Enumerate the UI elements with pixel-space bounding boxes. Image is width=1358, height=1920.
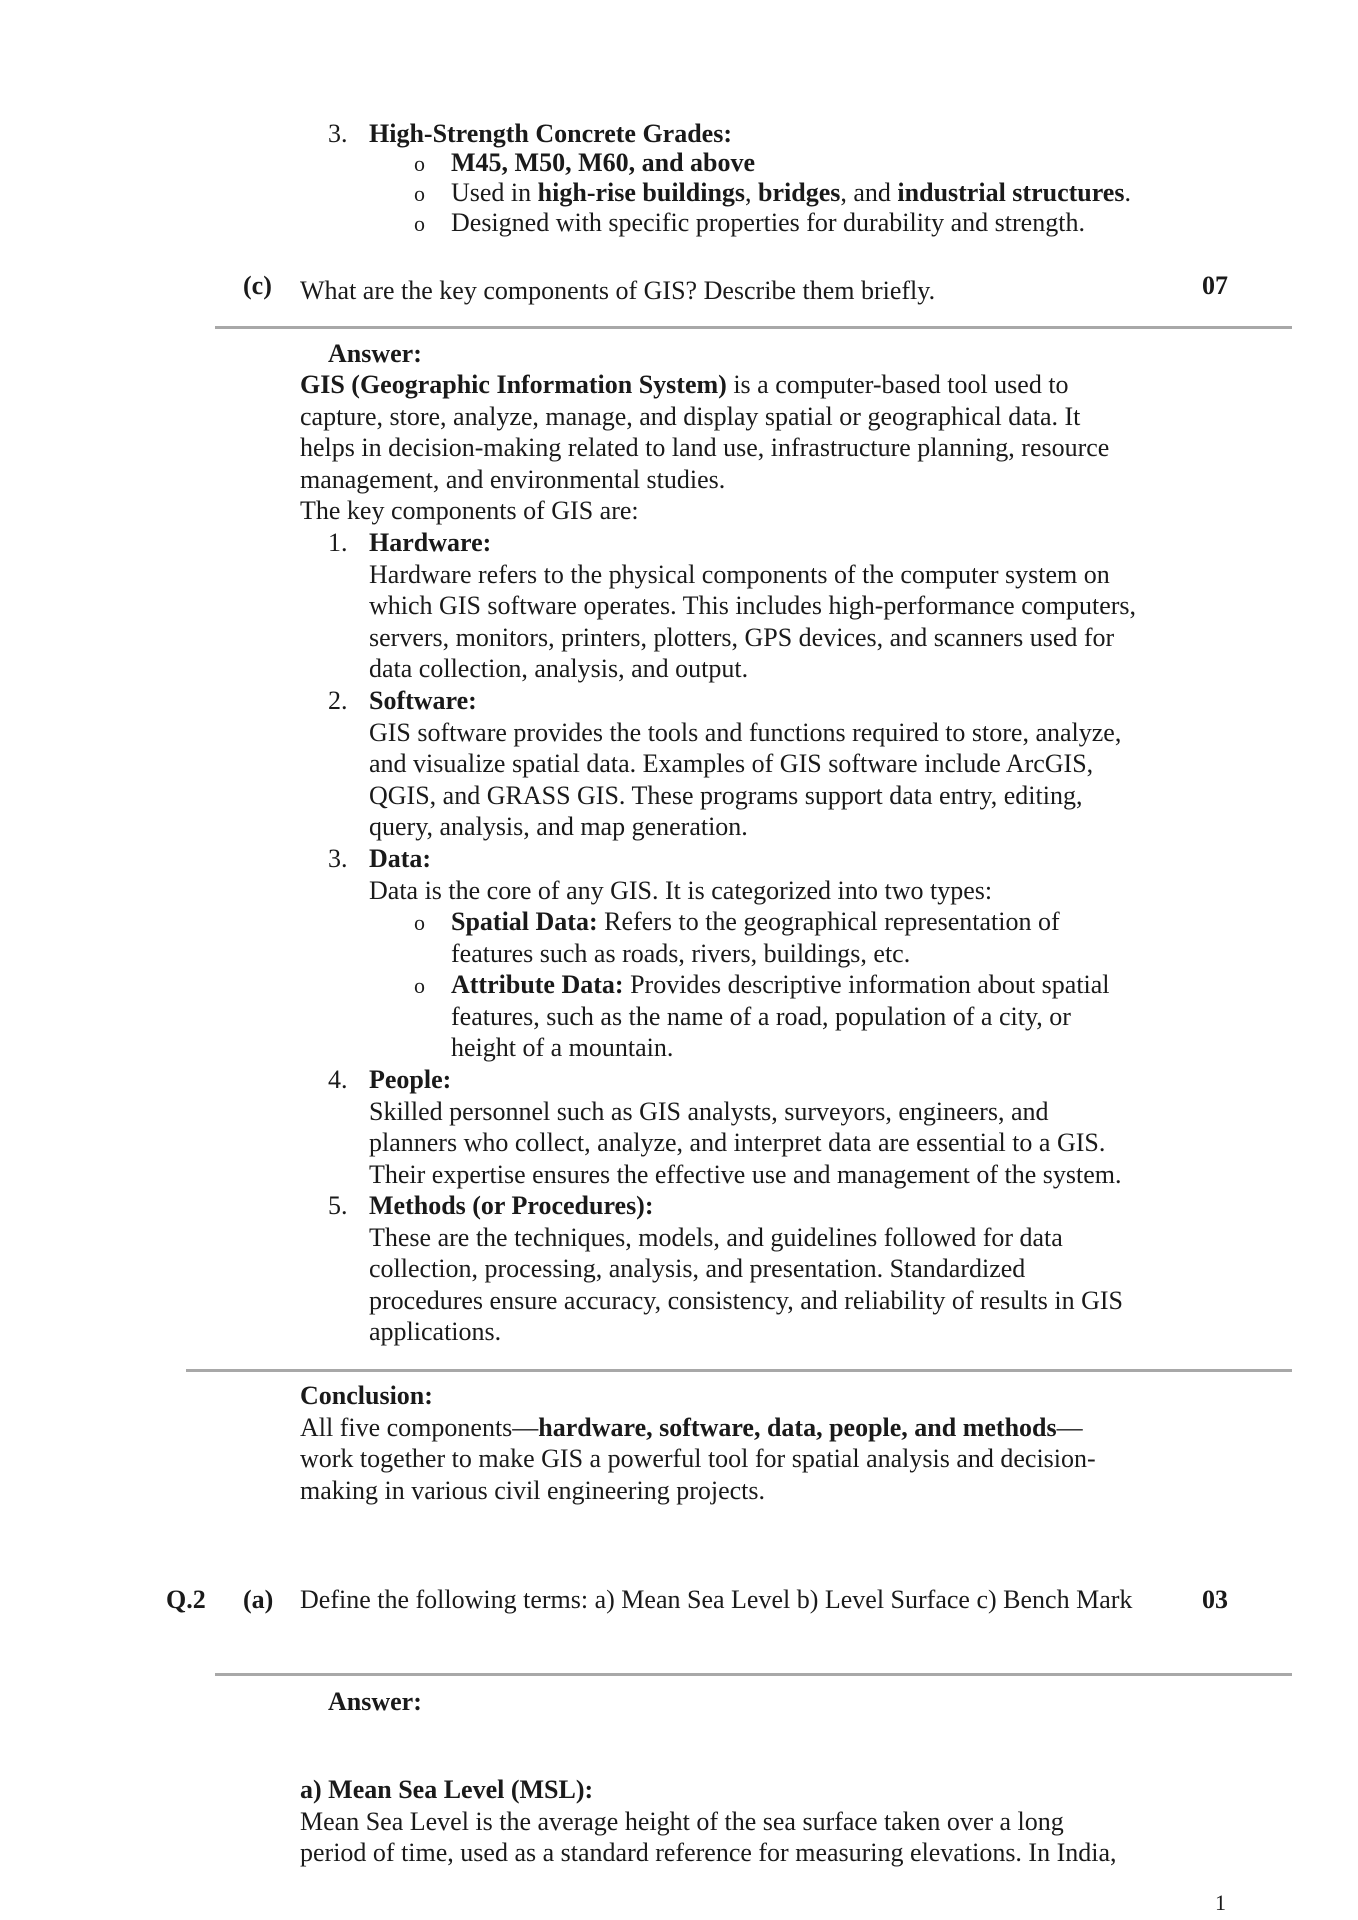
item-text: applications. (369, 1317, 502, 1346)
question-marks: 03 (1202, 1585, 1228, 1614)
item-text: Skilled personnel such as GIS analysts, surveyors, engineers, and (369, 1097, 1049, 1126)
conclusion-heading: Conclusion: (300, 1381, 433, 1410)
item-text: QGIS, and GRASS GIS. These programs support data entry, editing, (369, 781, 1083, 810)
item-number: 4. (328, 1065, 348, 1094)
item-text: procedures ensure accuracy, consistency, and reliability of results in GIS (369, 1286, 1123, 1315)
item-text: Data is the core of any GIS. It is categorized into two types: (369, 876, 993, 905)
list-number: 3. (328, 119, 348, 148)
key-components-line: The key components of GIS are: (300, 496, 639, 525)
intro-line: helps in decision-making related to land use, infrastructure planning, resource (300, 433, 1110, 462)
msl-heading: a) Mean Sea Level (MSL): (300, 1775, 594, 1804)
bullet-marker: o (414, 151, 425, 176)
bullet-marker: o (414, 973, 425, 998)
question-marks: 07 (1202, 271, 1228, 300)
item-title: Software: (369, 686, 477, 715)
intro-line: capture, store, analyze, manage, and display spatial or geographical data. It (300, 402, 1081, 431)
question-label: (a) (243, 1585, 274, 1614)
intro-line: management, and environmental studies. (300, 465, 726, 494)
attribute-data-line: height of a mountain. (451, 1033, 674, 1062)
item-title: Data: (369, 844, 432, 873)
grades-line: M45, M50, M60, and above (451, 148, 756, 177)
bullet-marker: o (414, 211, 425, 236)
item-text: and visualize spatial data. Examples of GIS software include ArcGIS, (369, 749, 1094, 778)
item-number: 2. (328, 686, 348, 715)
msl-line: period of time, used as a standard reference for measuring elevations. In India, (300, 1838, 1117, 1867)
divider (186, 1369, 1292, 1372)
item-text: GIS software provides the tools and functions required to store, analyze, (369, 718, 1122, 747)
designed-line: Designed with specific properties for durability and strength. (451, 208, 1085, 237)
intro-line: GIS (Geographic Information System) is a computer-based tool used to (300, 370, 1069, 399)
spatial-data-line: features such as roads, rivers, buildings, etc. (451, 939, 911, 968)
item-number: 5. (328, 1191, 348, 1220)
page-number: 1 (1215, 1890, 1226, 1915)
bullet-marker: o (414, 910, 425, 935)
answer-heading: Answer: (328, 339, 422, 368)
list-title: High-Strength Concrete Grades: (369, 119, 732, 148)
attribute-data-line: features, such as the name of a road, population of a city, or (451, 1002, 1071, 1031)
conclusion-line: making in various civil engineering projects. (300, 1476, 765, 1505)
item-text: These are the techniques, models, and guidelines followed for data (369, 1223, 1063, 1252)
spatial-data-line: Spatial Data: Refers to the geographical representation of (451, 907, 1060, 936)
conclusion-line: work together to make GIS a powerful tool for spatial analysis and decision- (300, 1444, 1096, 1473)
item-text: which GIS software operates. This includes high-performance computers, (369, 591, 1137, 620)
bullet-marker: o (414, 181, 425, 206)
question-label: (c) (243, 271, 272, 300)
attribute-data-line: Attribute Data: Provides descriptive information about spatial (451, 970, 1110, 999)
divider (215, 326, 1292, 329)
question-text: What are the key components of GIS? Describe them briefly. (300, 276, 936, 305)
item-text: planners who collect, analyze, and interpret data are essential to a GIS. (369, 1128, 1106, 1157)
item-text: collection, processing, analysis, and presentation. Standardized (369, 1254, 1026, 1283)
item-text: Their expertise ensures the effective use and management of the system. (369, 1160, 1122, 1189)
msl-line: Mean Sea Level is the average height of the sea surface taken over a long (300, 1807, 1064, 1836)
item-number: 3. (328, 844, 348, 873)
item-title: People: (369, 1065, 452, 1094)
item-text: query, analysis, and map generation. (369, 812, 748, 841)
item-text: data collection, analysis, and output. (369, 654, 749, 683)
answer-heading: Answer: (328, 1687, 422, 1716)
item-number: 1. (328, 528, 348, 557)
divider (215, 1673, 1292, 1676)
item-text: servers, monitors, printers, plotters, GPS devices, and scanners used for (369, 623, 1115, 652)
question-number: Q.2 (166, 1585, 206, 1614)
question-text: Define the following terms: a) Mean Sea Level b) Level Surface c) Bench Mark (300, 1585, 1133, 1614)
conclusion-line: All five components—hardware, software, data, people, and methods— (300, 1413, 1083, 1442)
item-title: Hardware: (369, 528, 492, 557)
item-title: Methods (or Procedures): (369, 1191, 654, 1220)
used-line: Used in high-rise buildings, bridges, and industrial structures. (451, 178, 1131, 207)
item-text: Hardware refers to the physical components of the computer system on (369, 560, 1110, 589)
